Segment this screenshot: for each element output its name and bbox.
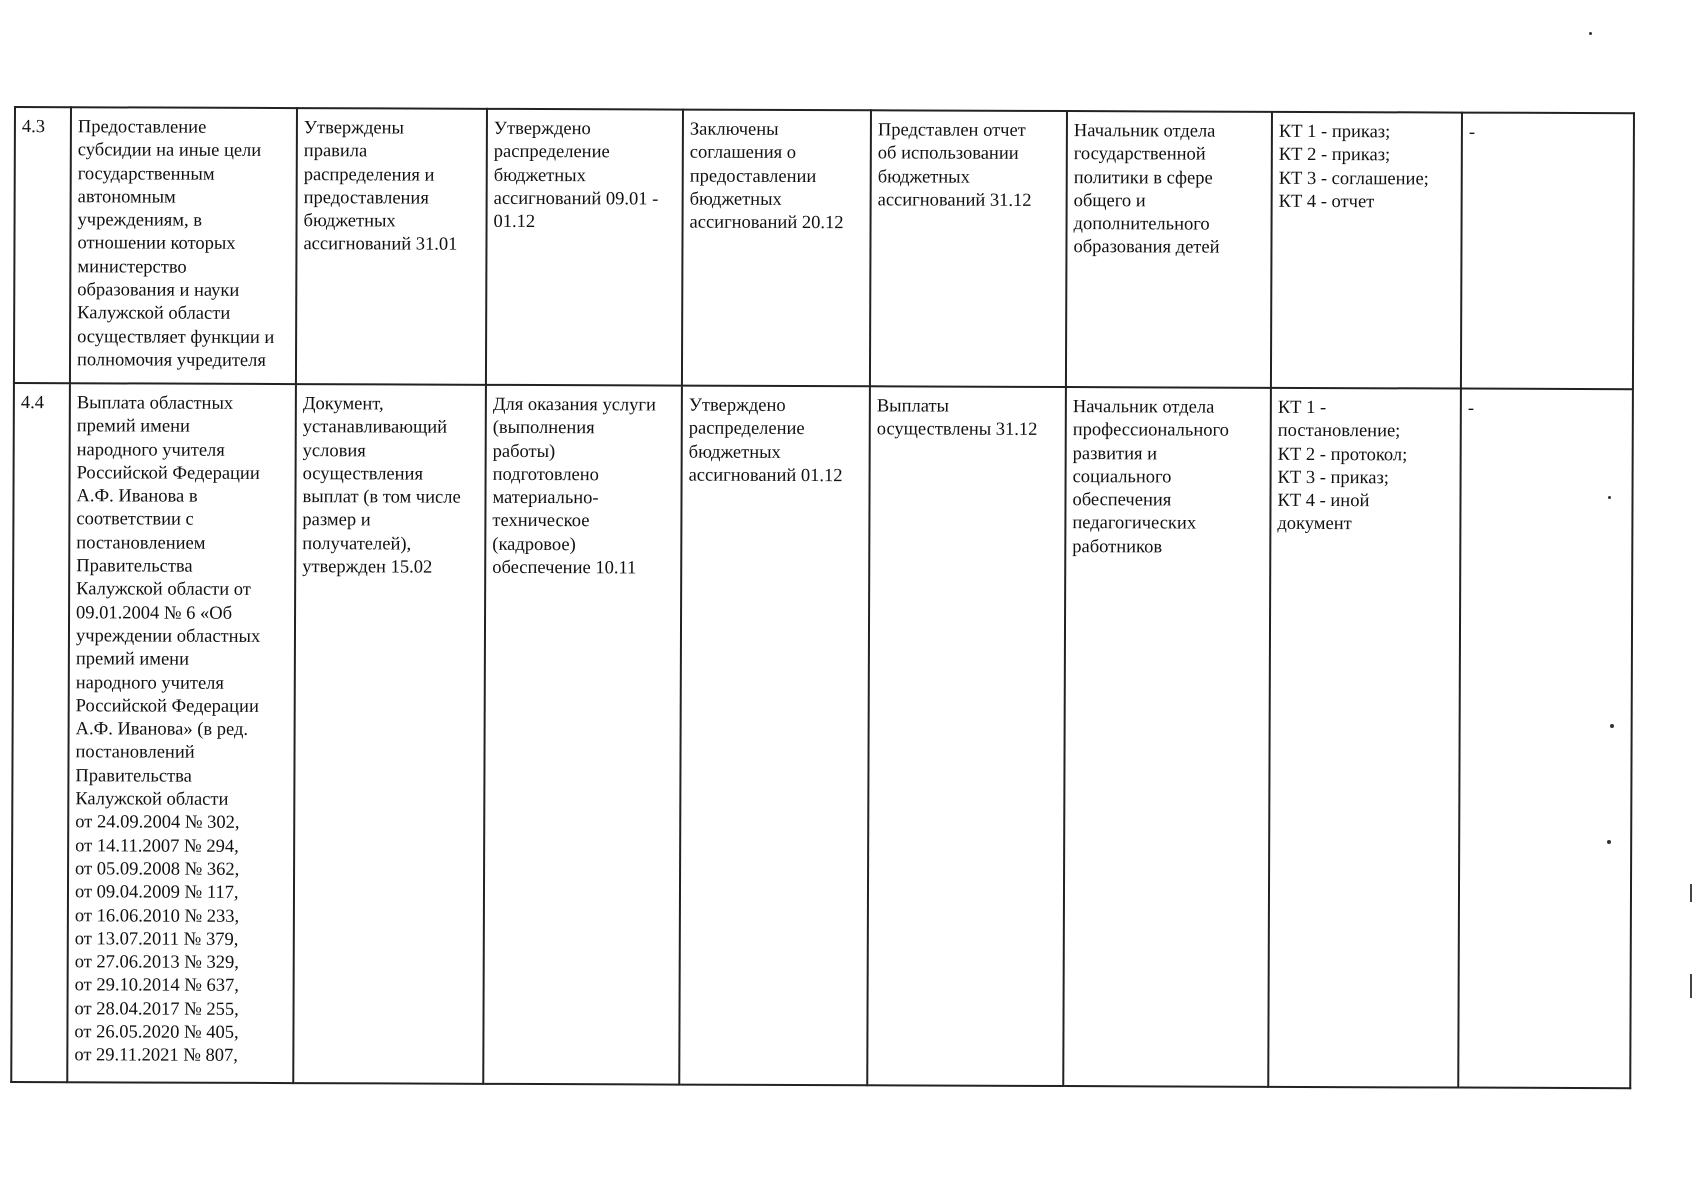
control-point-1-cell: Документ, устанавливающий условия осуществления выплат (в том числе размер и получателей), утвержден 15.02 <box>293 384 486 1084</box>
responsible-person-cell: Начальник отдела государственной политики в сфере общего и дополнительного образования детей <box>1066 111 1272 388</box>
control-point-2-cell: Утверждено распределение бюджетных ассигнований 09.01 - 01.12 <box>486 109 683 386</box>
table-row <box>11 383 1633 1088</box>
control-point-3-cell: Утверждено распределение бюджетных ассигнований 01.12 <box>679 386 870 1086</box>
responsible-person-cell: Начальник отдела профессионального развития и социального обеспечения педагогических работников <box>1063 387 1271 1087</box>
row-number: 4.3 <box>14 107 71 383</box>
activity-name-cell: Предоставление субсидии на иные цели государственным автономным учреждениям, в отношении которых министерство образования и науки Калужской области осуществляет функции и полномочия учредителя <box>70 107 297 384</box>
row-number: 4.4 <box>11 383 70 1082</box>
table-row <box>14 107 1634 389</box>
activities-table <box>10 106 1635 1089</box>
control-point-2-cell: Для оказания услуги (выполнения работы) подготовлено материально- техническое (кадровое) обеспечение 10.11 <box>483 385 682 1085</box>
scan-speck <box>1589 32 1592 35</box>
notes-cell: - <box>1458 389 1633 1089</box>
control-point-1-cell: Утверждены правила распределения и предоставления бюджетных ассигнований 31.01 <box>296 108 487 385</box>
scan-speck <box>1607 840 1611 844</box>
notes-cell: - <box>1461 113 1634 390</box>
control-point-4-cell: Представлен отчет об использовании бюджетных ассигнований 31.12 <box>870 110 1067 387</box>
scan-edge-mark <box>1690 974 1692 998</box>
scan-edge-mark <box>1690 884 1692 902</box>
activity-name-cell: Выплата областных премий имени народного учителя Российской Федерации А.Ф. Иванова в соответствии с постановлением Правительства Калужской области от 09.01.2004 № 6 «Об учреждении областных премий имени народного учителя Российской Федерации А.Ф. Иванова» (в ред. постановлений Правительства Калужской области от 24.09.2004 № 302, от 14.11.2007 № 294, от 05.09.2008 № 362, от 09.04.2009 № 117, от 16.06.2010 № 233, от 13.07.2011 № 379, от 27.06.2013 № 329, от 29.10.2014 № 637, от 28.04.2017 № 255, от 26.05.2020 № 405, от 29.11.2021 № 807, <box>67 383 296 1083</box>
scan-speck <box>1610 724 1614 728</box>
scan-speck <box>1608 496 1611 499</box>
control-point-3-cell: Заключены соглашения о предоставлении бюджетных ассигнований 20.12 <box>682 110 871 387</box>
document-type-cell: КТ 1 - приказ; КТ 2 - приказ; КТ 3 - соглашение; КТ 4 - отчет <box>1271 112 1462 389</box>
document-type-cell: КТ 1 - постановление; КТ 2 - протокол; КТ 3 - приказ; КТ 4 - иной документ <box>1268 388 1461 1088</box>
control-point-4-cell: Выплаты осуществлены 31.12 <box>867 386 1066 1086</box>
